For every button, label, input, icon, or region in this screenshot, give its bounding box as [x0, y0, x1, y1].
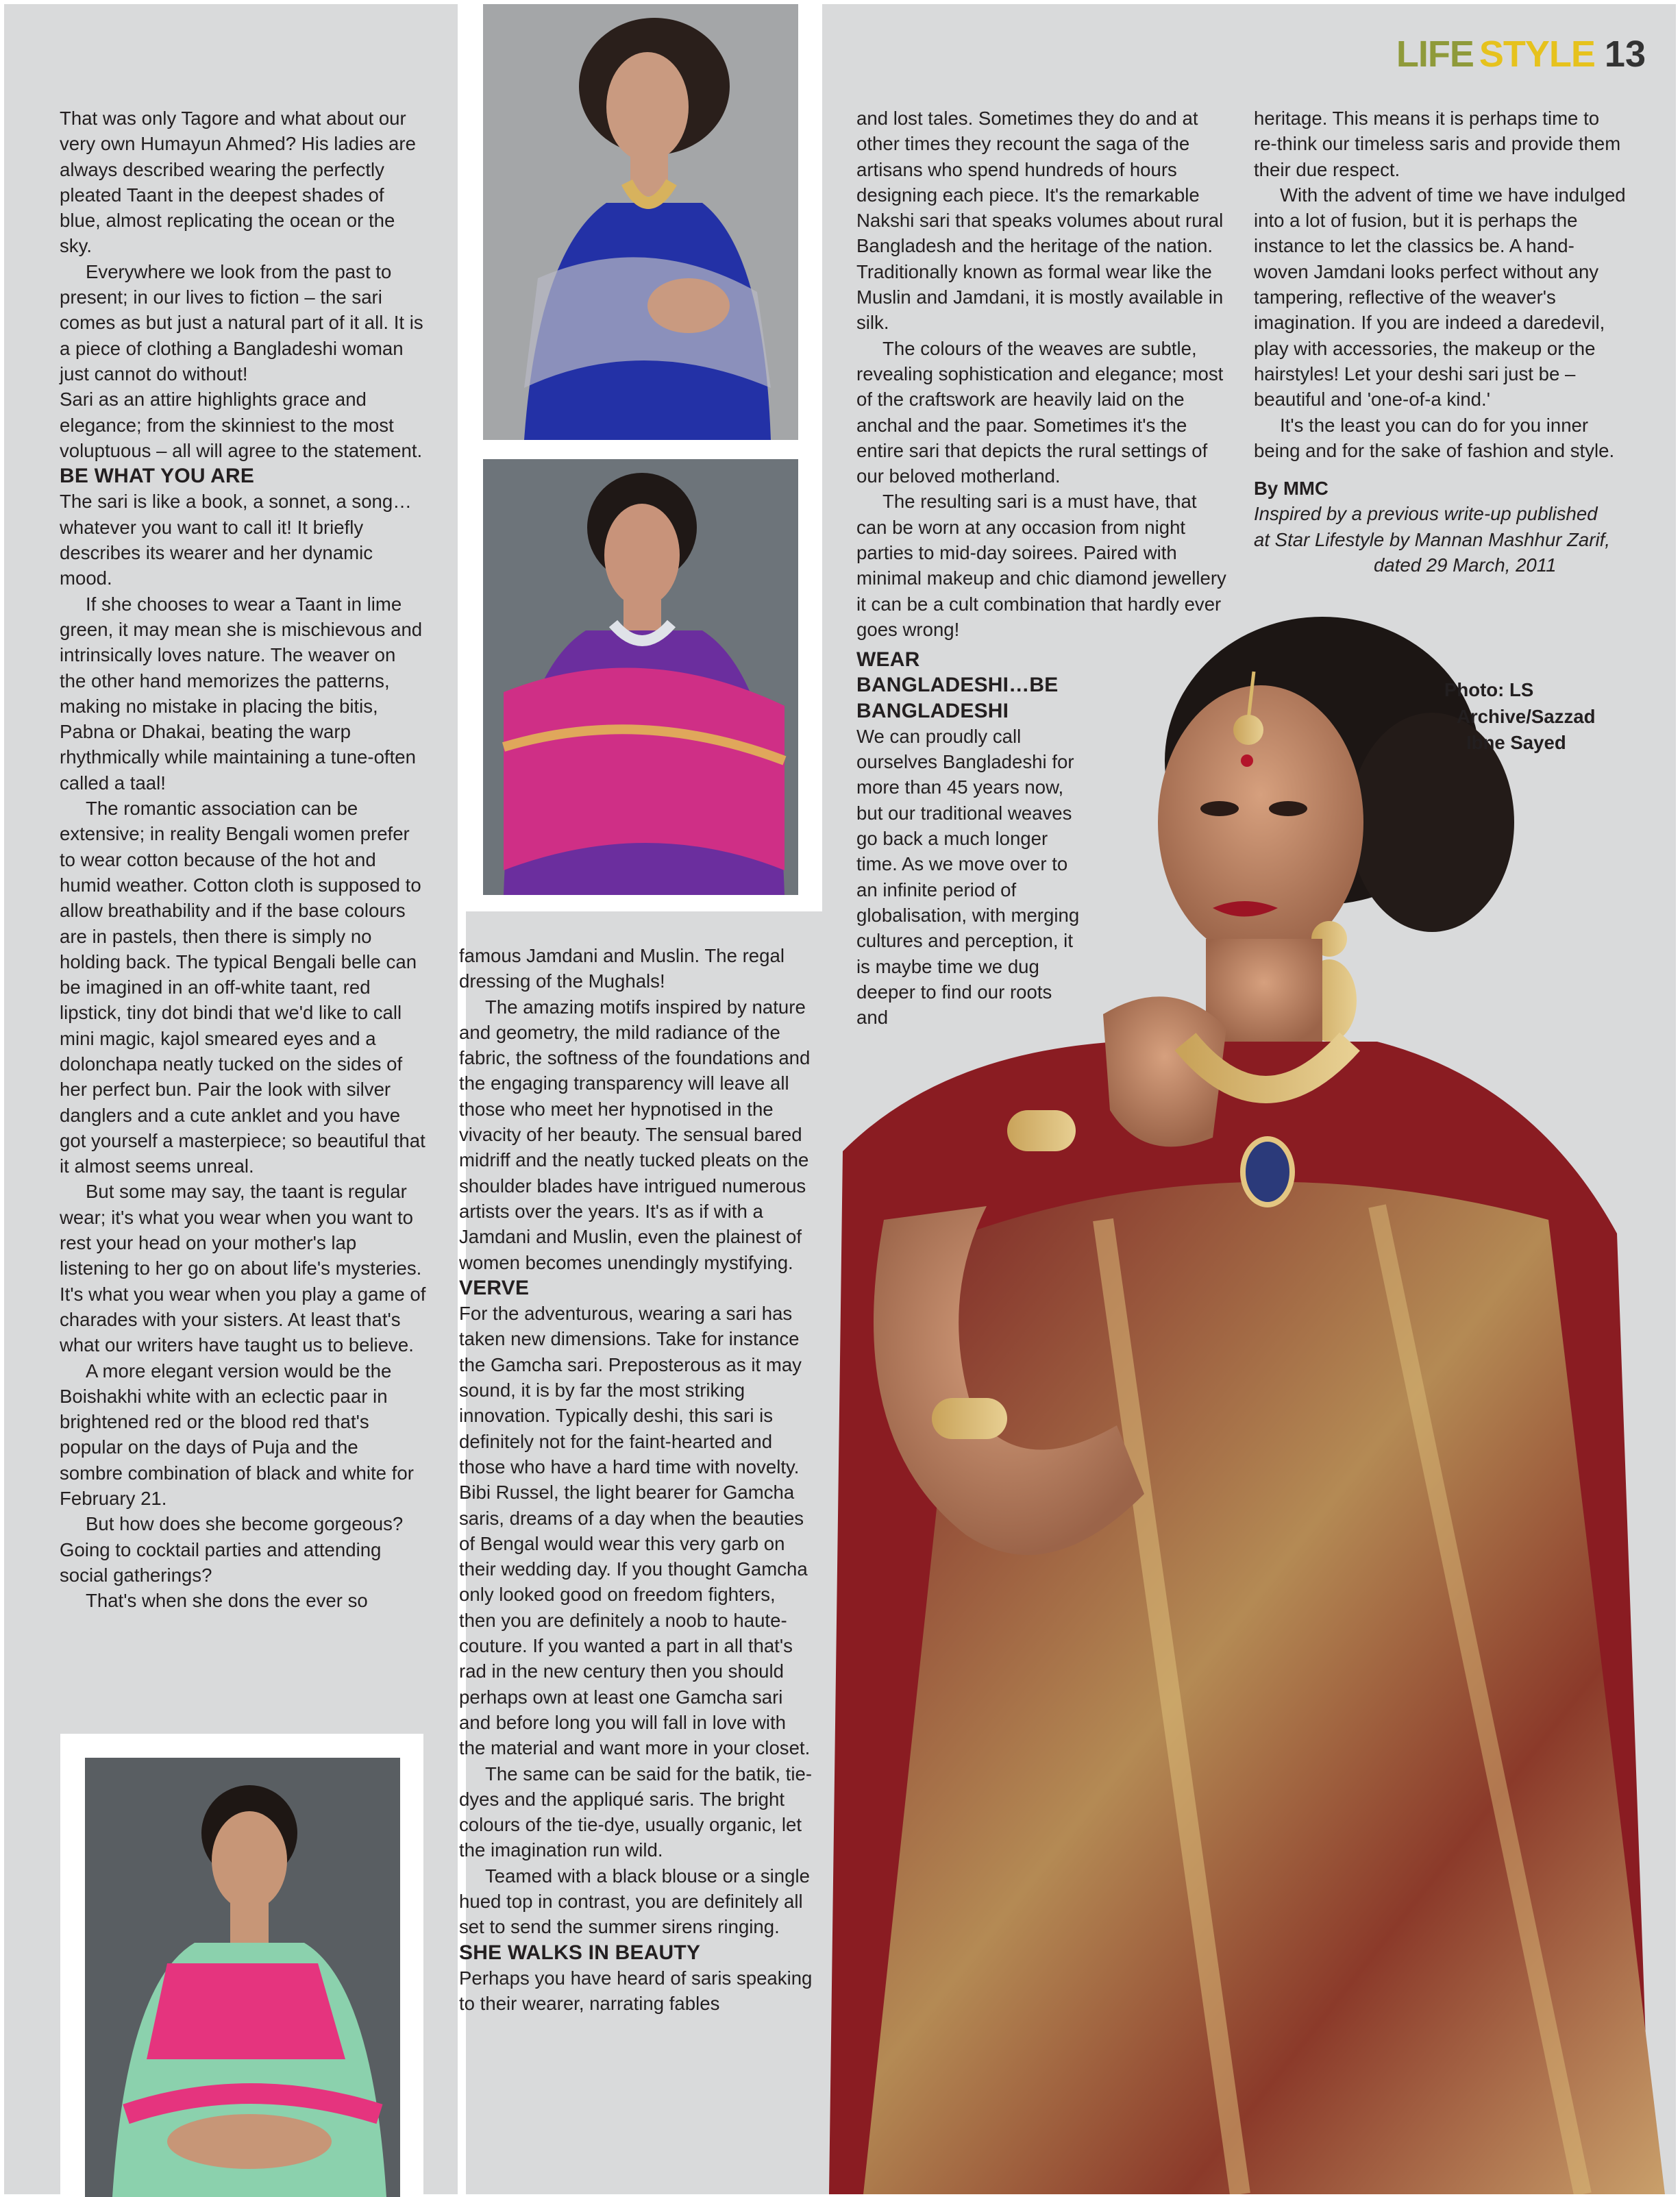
col1-paragraph-4: The sari is like a book, a sonnet, a song… whatever you want to call it! It briefly describes its wearer and her dynamic mood.: [60, 491, 412, 589]
blue-sari-photo: [483, 4, 798, 440]
col1-paragraph-9: But how does she become gorgeous? Going to cocktail parties and attending social gatherings?: [60, 1513, 404, 1586]
photo-credit-line-2: Archive/Sazzad: [1457, 705, 1596, 727]
article-column-4: [1254, 106, 1627, 578]
col3-paragraph-1: and lost tales. Sometimes they do and at other times they recount the saga of the artisans who spend hundreds of hours designing each piece. It's the remarkable Nakshi sari that speaks volumes about rural Bangladesh and the heritage of the nation. Traditionally known as formal wear like the Muslin and Jamdani, it is mostly available in silk.: [856, 108, 1224, 334]
article-column-1: [60, 106, 426, 1614]
heading-be-what-you-are: BE WHAT YOU ARE: [60, 465, 255, 488]
heading-she-walks-in-beauty: SHE WALKS IN BEAUTY: [459, 1941, 701, 1964]
col1-paragraph-7: But some may say, the taant is regular wear; it's what you wear when you want to rest your head on your mother's lap listening to her go on about life's mysteries. It's what you wear when you play a game of charades with your sisters. At least that's what our writers have taught us to believe.: [60, 1181, 426, 1356]
col3-paragraph-2: The colours of the weaves are subtle, revealing sophistication and elegance; most of the craftswork are heavily laid on the anchal and the paar. Sometimes it's the entire sari that depicts the rural settings of our beloved motherland.: [856, 337, 1224, 487]
byline: By MMC: [1254, 478, 1329, 500]
col1-paragraph-2: Everywhere we look from the past to present; in our lives to fiction – the sari comes as but just a natural part of it all. It is a piece of clothing a Bangladeshi woman just cannot do without!: [60, 260, 423, 384]
col3-paragraph-4: We can proudly call ourselves Bangladeshi for more than 45 years now, but our traditional weaves go back a much longer time. As we move over to an infinite period of globalisation, with merging cultures and perception, it is maybe time we dug deeper to find our roots and: [856, 725, 1080, 1029]
col1-paragraph-5: If she chooses to wear a Taant in lime green, it may mean she is mischievous and intrinsically loves nature. The weaver on the other hand memorizes the patterns, making no mistake in placing the bitis, Pabna or Dhakai, beating the warp rhythmically while maintaining a tune-often called a taal!: [60, 593, 423, 794]
col3-paragraph-3: The resulting sari is a must have, that can be worn at any occasion from night parties to mid-day soirees. Paired with minimal makeup and chic diamond jewellery it can be a cult combination that hardly ever goes wrong!: [856, 491, 1226, 640]
col2-paragraph-6: Perhaps you have heard of saris speaking to their wearer, narrating fables: [459, 1967, 813, 2015]
col2-paragraph-5: Teamed with a black blouse or a single hued top in contrast, you are definitely all set to send the summer sirens ringing.: [459, 1865, 810, 1938]
col2-paragraph-4: The same can be said for the batik, tie-dyes and the appliqué saris. The bright colours of the tie-dye, usually organic, let the imagination run wild.: [459, 1763, 813, 1861]
col1-paragraph-10: That's when she dons the ever so: [86, 1590, 368, 1612]
green-sari-photo: [85, 1758, 400, 2197]
article-column-2: [459, 943, 815, 2016]
pink-sari-photo: [483, 459, 798, 895]
col1-paragraph-6: The romantic association can be extensive; in reality Bengali women prefer to wear cotton because of the hot and humid weather. Cotton cloth is supposed to allow breathability and if the base colours are in pastels, then there is simply no holding back. The typical Bengali belle can be imagined in an off-white taant, red lipstick, tiny dot bindi that we'd like to call mini magic, kajol smeared eyes and a dolonchapa neatly tucked on the sides of her perfect bun. Pair the look with silver danglers and a cute anklet and you have got yourself a masterpiece; so beautiful that it almost seems unreal.: [60, 798, 425, 1177]
photo-credit: [1432, 677, 1624, 757]
col4-paragraph-2: With the advent of time we have indulged into a lot of fusion, but it is perhaps the instance to let the classics be. A hand- woven Jamdani looks perfect without any tampering, reflective of the weaver's imagination. If you are indeed a daredevil, play with accessories, the makeup or the hairstyles! Let your deshi sari just be – beautiful and 'one-of-a kind.': [1254, 184, 1626, 410]
col2-paragraph-1: famous Jamdani and Muslin. The regal dressing of the Mughals!: [459, 945, 785, 992]
col4-paragraph-1: heritage. This means it is perhaps time to re-think our timeless saris and provide them their due respect.: [1254, 108, 1621, 180]
col1-paragraph-3: Sari as an attire highlights grace and elegance; from the skinniest to the most voluptuous – all will agree to the statement.: [60, 389, 423, 461]
credit-line-3: dated 29 March, 2011: [1374, 554, 1557, 576]
article-column-3: [856, 106, 1226, 642]
credit-line-2: at Star Lifestyle by Mannan Mashhur Zarif,: [1254, 528, 1610, 550]
col2-paragraph-3: For the adventurous, wearing a sari has taken new dimensions. Take for instance the Gamcha sari. Preposterous as it may sound, it is by far the most striking innovation. Typically deshi, this sari is definitely not for the faint-hearted and those who have a hard time with novelty. Bibi Russel, the light bearer for Gamcha saris, dreams of a day when the beauties of Bengal would wear this very garb on their wedding day. If you thought Gamcha only looked good on freedom fighters, then you are definitely a noob to haute-couture. If you wanted a part in all that's rad in the new century then you should perhaps own at least one Gamcha sari and before long you will fall in love with the material and want more in your closet.: [459, 1303, 811, 1759]
header-style: STYLE: [1479, 34, 1595, 75]
col1-paragraph-1: That was only Tagore and what about our very own Humayun Ahmed? His ladies are always described wearing the perfectly pleated Taant in the deepest shades of blue, almost replicating the ocean or the sky.: [60, 108, 416, 257]
photo-credit-line-1: Photo: LS: [1444, 679, 1534, 700]
photo-credit-line-3: Ibne Sayed: [1466, 732, 1566, 753]
col4-paragraph-3: It's the least you can do for you inner being and for the sake of fashion and style.: [1254, 414, 1615, 461]
page-number: 13: [1604, 34, 1646, 75]
section-header: [1396, 33, 1646, 74]
credit-line-1: Inspired by a previous write-up published: [1254, 503, 1598, 525]
heading-verve: VERVE: [459, 1276, 530, 1299]
col1-paragraph-8: A more elegant version would be the Boishakhi white with an eclectic paar in brightened red or the blood red that's popular on the days of Puja and the sombre combination of black and white for February 21.: [60, 1360, 414, 1510]
article-column-3-lower: [856, 647, 1083, 1030]
header-life: LIFE: [1396, 34, 1474, 75]
col2-paragraph-2: The amazing motifs inspired by nature and geometry, the mild radiance of the fabric, the softness of the foundations and the engaging transparency will leave all those who meet her hypnotised in the vivacity of her beauty. The sensual bared midriff and the neatly tucked pleats on the shoulder blades have intrigued numerous artists over the years. It's as if with a Jamdani and Muslin, even the plainest of women becomes unendingly mystifying.: [459, 996, 811, 1273]
heading-wear-bangladeshi: WEAR BANGLADESHI…BE BANGLADESHI: [856, 648, 1059, 722]
